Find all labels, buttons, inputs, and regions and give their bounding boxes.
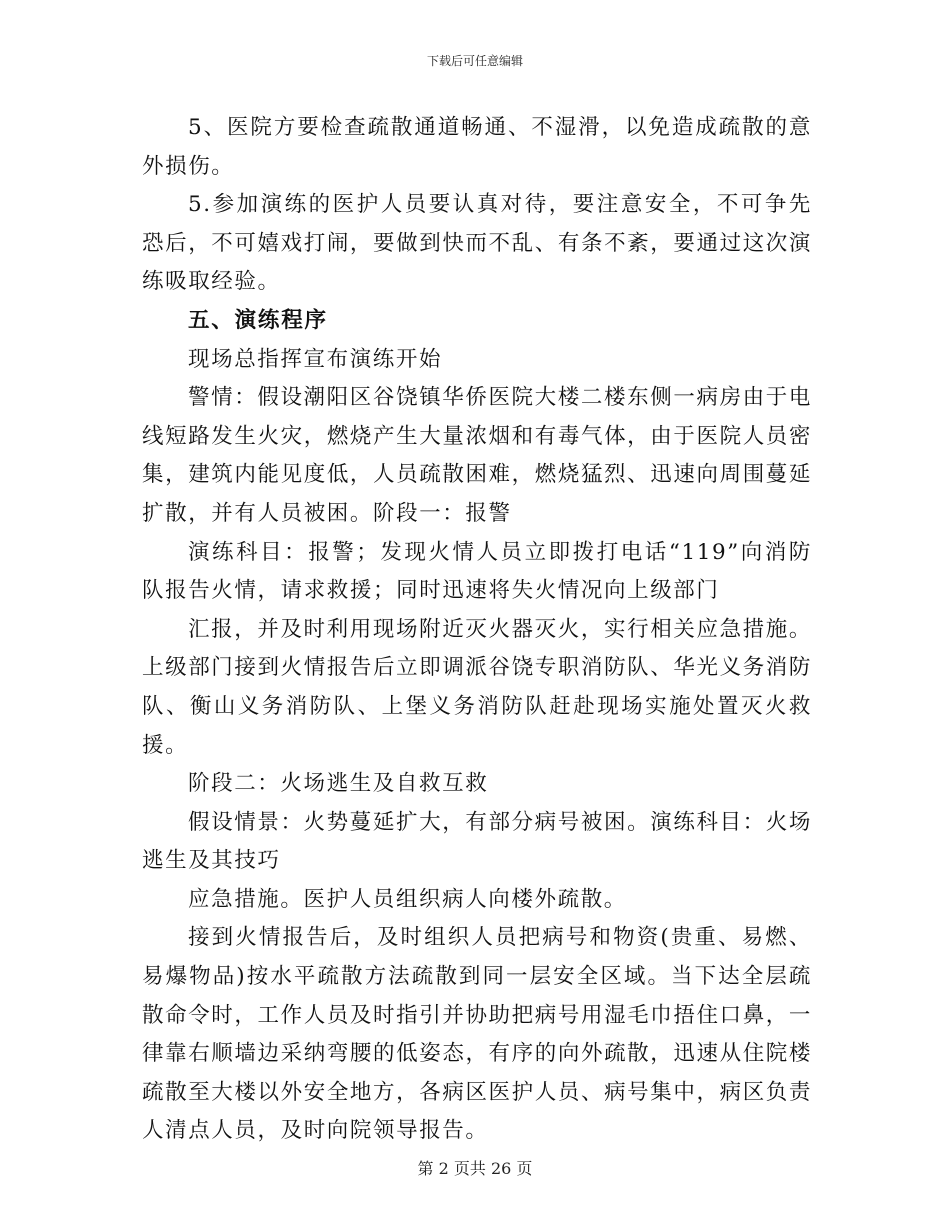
section-heading-drill-procedure: 五、演练程序 — [188, 307, 328, 333]
document-body — [142, 109, 812, 1151]
paragraph-escape-scenario: 假设情景：火势蔓延扩大，有部分病号被困。演练科目：火场逃生及其技巧 — [142, 809, 812, 874]
paragraph-alarm-subject: 演练科目：报警；发现火情人员立即拨打电话“119”向消防队报告火情，请求救援；同时迅速将失火情况向上级部门 — [142, 539, 812, 604]
paragraph-stage-two-title: 阶段二：火场逃生及自救互救 — [188, 771, 489, 797]
paragraph-check-evacuation-route: 5、医院方要检查疏散通道畅通、不湿滑，以免造成疏散的意外损伤。 — [142, 115, 812, 179]
paragraph-evacuation-process: 接到火情报告后，及时组织人员把病号和物资(贵重、易燃、易爆物品)按水平疏散方法疏散到同一层安全区域。当下达全层疏散命令时，工作人员及时指引并协助把病号用湿毛巾捂住口鼻，一律靠右顺墙边采纳弯腰的低姿态，有序的向外疏散，迅速从住院楼疏散至大楼以外安全地方，各病区医护人员、病号集中，病区负责人清点人员，及时向院领导报告。 — [142, 925, 812, 1144]
paragraph-report-and-respond: 汇报，并及时利用现场附近灭火器灭火，实行相关应急措施。上级部门接到火情报告后立即调派谷饶专职消防队、华光义务消防队、衡山义务消防队、上堡义务消防队赶赴现场实施处置灭火救援。 — [142, 616, 812, 758]
paragraph-emergency-measures: 应急措施。医护人员组织病人向楼外疏散。 — [188, 886, 627, 912]
page-footer: 第 2 页共 26 页 — [417, 1159, 533, 1178]
paragraph-staff-attitude: 5.参加演练的医护人员要认真对待，要注意安全，不可争先恐后，不可嬉戏打闹，要做到快而不乱、有条不紊，要通过这次演练吸取经验。 — [142, 192, 812, 295]
page-header: 下载后可任意编辑 — [426, 54, 523, 68]
paragraph-drill-start: 现场总指挥宣布演练开始 — [188, 346, 443, 372]
paragraph-alarm-scenario: 警情：假设潮阳区谷饶镇华侨医院大楼二楼东侧一病房由于电线短路发生火灾，燃烧产生大量浓烟和有毒气体，由于医院人员密集，建筑内能见度低，人员疏散困难，燃烧猛烈、迅速向周围蔓延扩散，并有人员被困。阶段一：报警 — [142, 385, 812, 526]
